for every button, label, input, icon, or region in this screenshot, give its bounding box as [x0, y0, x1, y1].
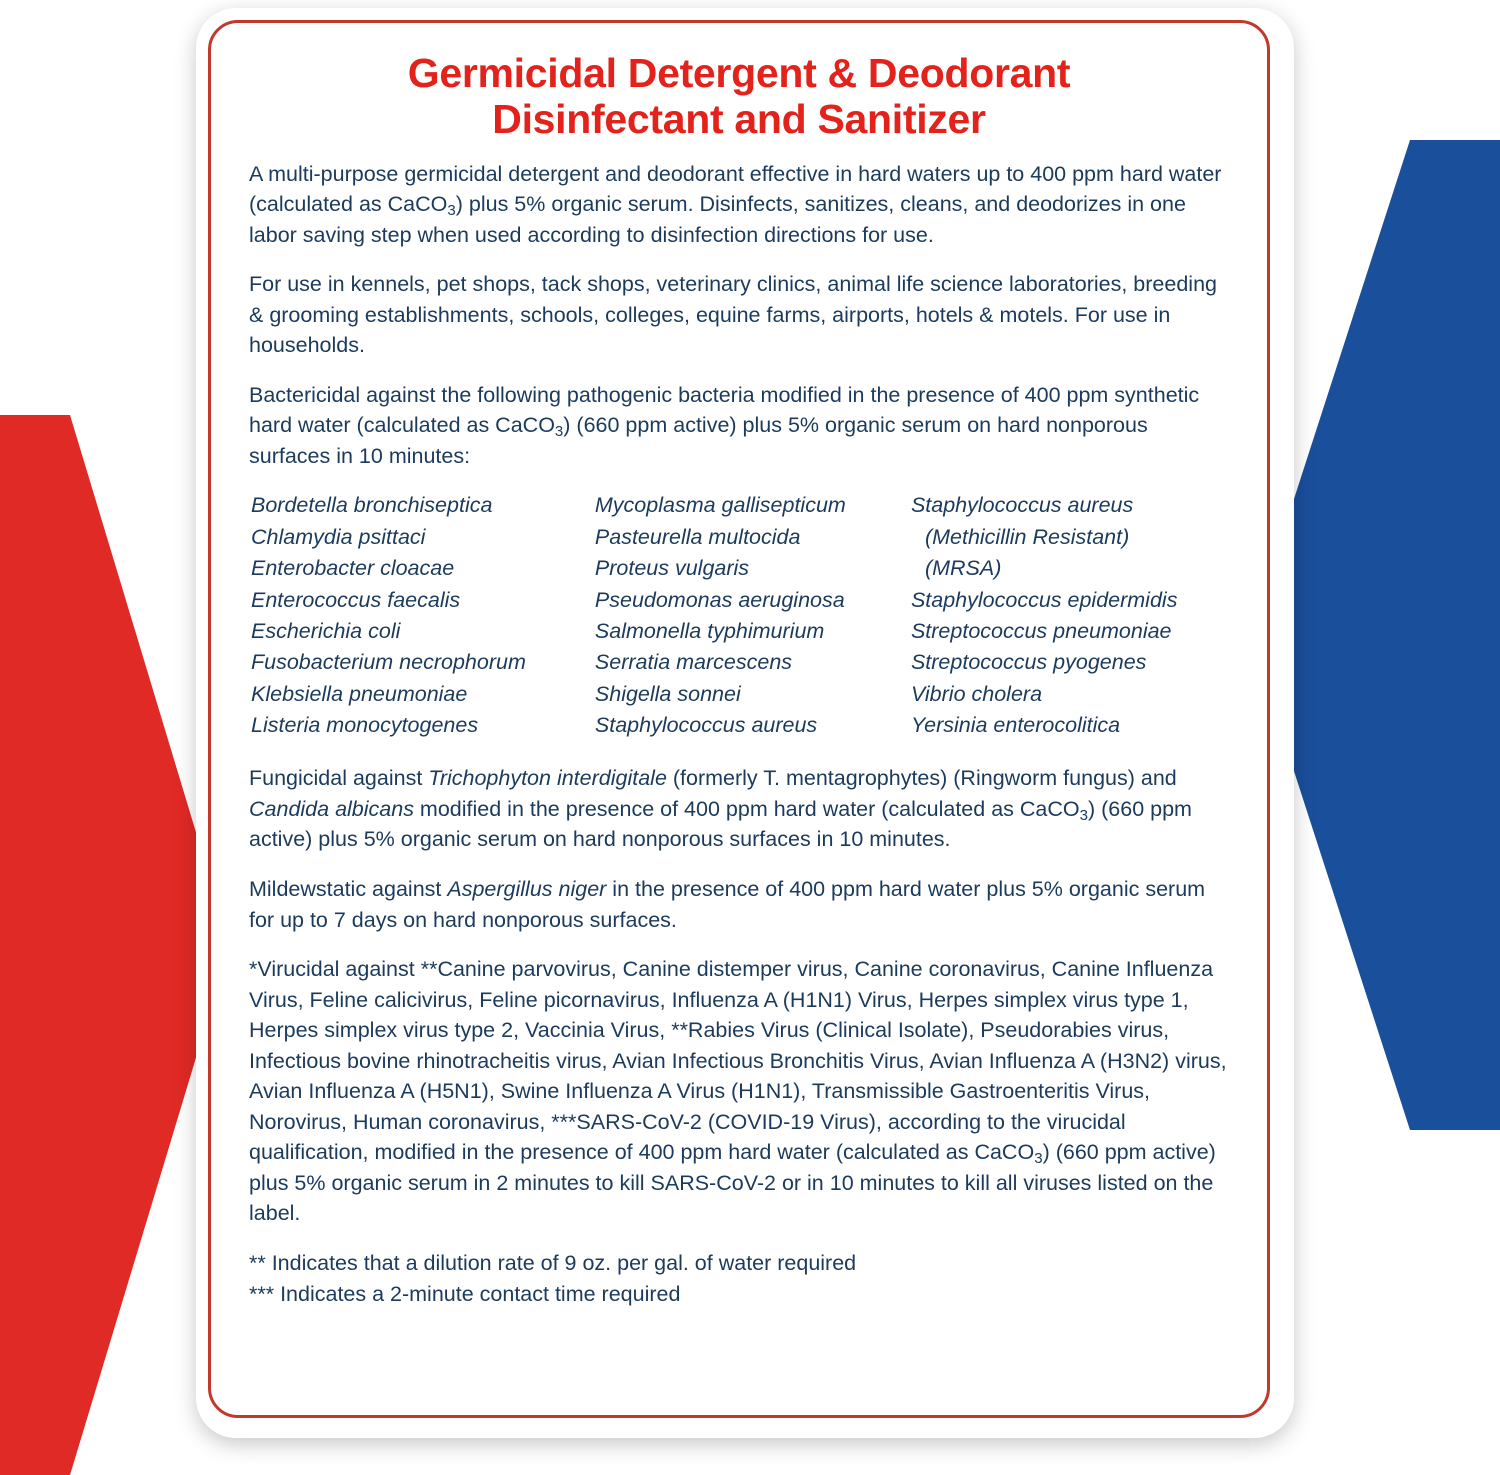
virucidal-text-b: ) (660 ppm active) plus 5% organic serum in 2 minutes to kill SARS-CoV-2 or in 10 minutes to kill all viruses listed on the label. [249, 1140, 1216, 1226]
list-item: Staphylococcus aureus [594, 713, 818, 738]
list-item: Enterococcus faecalis [251, 587, 461, 612]
virucidal-subscript: 3 [1034, 1150, 1043, 1168]
title-line-1: Germicidal Detergent & Deodorant [407, 50, 1071, 96]
bacteria-column-2 [595, 490, 911, 741]
list-item: Yersinia enterocolitica [910, 713, 1121, 738]
list-item: (MRSA) [924, 556, 1002, 581]
organism-candida: Candida albicans [249, 796, 414, 821]
mildewstatic-text-1: Mildewstatic against [249, 877, 448, 901]
list-item: (Methicillin Resistant) [924, 524, 1130, 549]
list-item: Klebsiella pneumoniae [251, 681, 468, 706]
footnote-dilution: ** Indicates that a dilution rate of 9 oz. per gal. of water required [249, 1250, 857, 1275]
bactericidal-text-b: ) (660 ppm active) plus 5% organic serum on hard nonporous surfaces in 10 minutes: [249, 413, 1148, 468]
bactericidal-paragraph [249, 380, 1229, 472]
list-item: Streptococcus pneumoniae [910, 618, 1172, 643]
bactericidal-text-a: Bactericidal against the following pathogenic bacteria modified in the presence of 400 ppm synthetic hard water (calculated as CaCO [249, 382, 1200, 438]
organism-trichophyton: Trichophyton interdigitale [428, 766, 667, 791]
footnote-contact-time: *** Indicates a 2-minute contact time required [249, 1281, 681, 1306]
fungicidal-text-4: ) (660 ppm active) plus 5% organic serum on hard nonporous surfaces in 10 minutes. [249, 796, 1192, 852]
bacteria-list [249, 490, 1229, 741]
fungicidal-paragraph [249, 763, 1229, 855]
intro-paragraph [249, 159, 1229, 251]
list-item: Staphylococcus aureus [910, 493, 1134, 518]
virucidal-paragraph [249, 954, 1229, 1229]
intro-text-a: A multi-purpose germicidal detergent and deodorant effective in hard waters up to 400 ppm hard water (calculated as CaCO [249, 161, 1222, 217]
fungicidal-text-3: modified in the presence of 400 ppm hard water (calculated as CaCO [413, 796, 1080, 821]
fungicidal-subscript: 3 [1079, 806, 1088, 824]
list-item: Mycoplasma gallisepticum [594, 493, 846, 518]
fungicidal-text-2: (formerly T. mentagrophytes) (Ringworm fungus) and [666, 766, 1177, 791]
bacteria-column-3 [911, 490, 1229, 741]
virucidal-text-a: *Virucidal against **Canine parvovirus, Canine distemper virus, Canine coronavirus, Canine Influenza Virus, Feline calicivirus, Feline picornavirus, Influenza A (H1N1) Virus, Herpes simplex virus type 1, Herpes simplex virus type 2, Vaccinia Virus, **Rabies Virus (Clinical Isolate), Pseudorabies virus, Infectious bovine rhinotracheitis virus, Avian Infectious Bronchitis Virus, Avian Influenza A (H3N2) virus, Avian Influenza A (H5N1), Swine Influenza A Virus (H1N1), Transmissible Gastroenteritis Virus, Norovirus, Human coronavirus, ***SARS-CoV-2 (COVID-19 Virus), according to the virucidal qualification, modified in the presence of 400 ppm hard water (calculated as CaCO [249, 957, 1227, 1165]
bactericidal-subscript: 3 [554, 423, 564, 441]
list-item: Escherichia coli [251, 618, 401, 643]
page-title [249, 51, 1229, 143]
list-item: Proteus vulgaris [594, 556, 750, 581]
title-line-2: Disinfectant and Sanitizer [492, 95, 986, 142]
bacteria-column-1 [251, 490, 595, 741]
list-item: Fusobacterium necrophorum [251, 650, 526, 675]
list-item: Staphylococcus epidermidis [910, 587, 1178, 612]
list-item: Pseudomonas aeruginosa [594, 587, 845, 612]
list-item: Shigella sonnei [594, 681, 741, 706]
list-item: Streptococcus pyogenes [910, 650, 1147, 675]
list-item: Pasteurella multocida [594, 524, 801, 549]
fungicidal-text-1: Fungicidal against [249, 766, 429, 791]
use-areas-paragraph: For use in kennels, pet shops, tack shops, veterinary clinics, animal life science laboratories, breeding & grooming establishments, schools, colleges, equine farms, airports, hotels & motels. For use in households. [249, 272, 1217, 358]
list-item: Enterobacter cloacae [251, 556, 455, 581]
product-label-card [208, 20, 1270, 1418]
mildewstatic-text-2: in the presence of 400 ppm hard water plus 5% organic serum for up to 7 days on hard nonporous surfaces. [249, 877, 1206, 932]
mildewstatic-paragraph [249, 874, 1229, 935]
intro-subscript: 3 [447, 202, 456, 220]
organism-aspergillus: Aspergillus niger [447, 877, 607, 901]
list-item: Bordetella bronchiseptica [251, 493, 493, 518]
list-item: Vibrio cholera [910, 681, 1043, 706]
list-item: Chlamydia psittaci [251, 524, 426, 549]
intro-text-b: ) plus 5% organic serum. Disinfects, sanitizes, cleans, and deodorizes in one labor saving step when used according to disinfection directions for use. [249, 192, 1186, 247]
list-item: Serratia marcescens [594, 650, 793, 675]
list-item: Listeria monocytogenes [251, 713, 479, 738]
list-item: Salmonella typhimurium [594, 618, 825, 643]
footnotes [249, 1248, 1229, 1310]
